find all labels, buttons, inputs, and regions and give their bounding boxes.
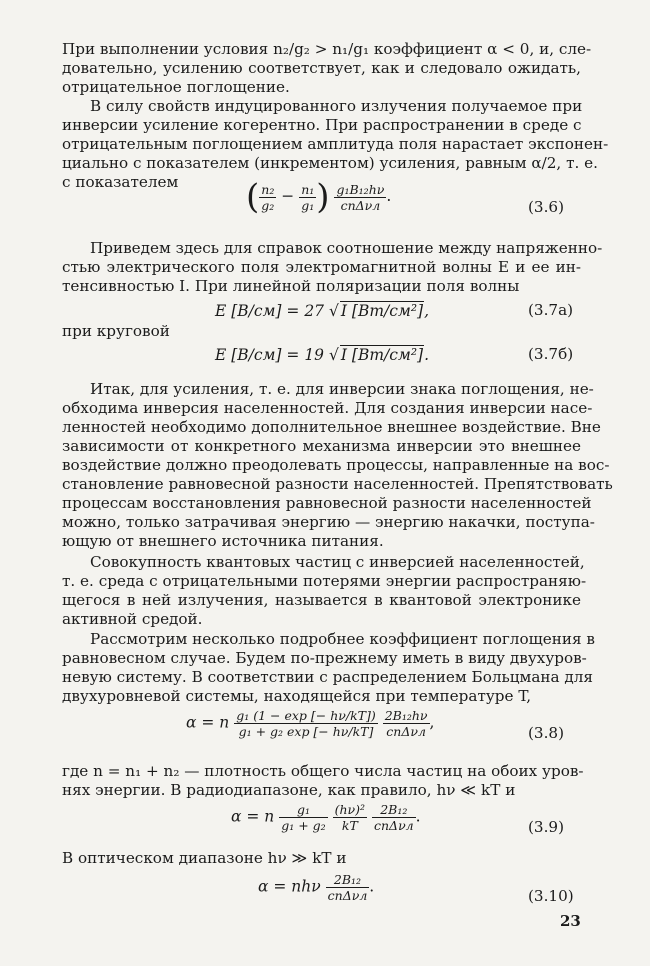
equation-3-7b: E [В/см] = 19 √ I [Вт/см²]. <box>215 346 430 364</box>
text-line: обходима инверсия населенностей. Для создания инверсии насе- <box>62 399 593 417</box>
text-line: стью электрического поля электромагнитной волны E и ее ин- <box>62 258 581 276</box>
equation-3-9: α = n $\frac{\text{g₁}}{\text{g₁ + g₂}}$ $\frac{\text{(hν)²}}{kT}$ $\frac{\text{2B₁₂}}{\text{cnΔνл}}$ . <box>231 802 421 833</box>
text-line: невую систему. В соответствии с распределением Больцмана для <box>62 668 593 686</box>
text-line: Рассмотрим несколько подробнее коэффициент поглощения в <box>90 630 595 648</box>
page-number: 23 <box>560 912 581 930</box>
text-line: процессам восстановления равновесной разности населенностей <box>62 494 592 512</box>
text-line: Совокупность квантовых частиц с инверсией населенностей, <box>90 553 585 571</box>
text-line: ющую от внешнего источника питания. <box>62 532 384 550</box>
equation-number: (3.10) <box>528 887 574 905</box>
text-line: Приведем здесь для справок соотношение между напряженно- <box>90 239 603 257</box>
text-line: довательно, усилению соответствует, как и следовало ожидать, <box>62 59 581 77</box>
text-line: при круговой <box>62 322 170 340</box>
equation-3-8: α = n $\frac{\text{g₁ (1 − exp [− hν/kT])}}{\text{g₁ + g₂ exp [− hν/kT]}}$ $\frac{\text{2B₁₂hν}}{\text{cnΔνл}}$ , <box>186 708 435 739</box>
text-line: отрицательным поглощением амплитуда поля нарастает экспонен- <box>62 135 609 153</box>
equation-number: (3.8) <box>528 724 565 742</box>
text-line: т. е. среда с отрицательными потерями энергии распространяю- <box>62 572 587 590</box>
text-line: отрицательное поглощение. <box>62 78 290 96</box>
text-line: щегося в ней излучения, называется в квантовой электронике <box>62 591 581 609</box>
text-line: воздействие должно преодолевать процессы, направленные на вос- <box>62 456 610 474</box>
text-line: тенсивностью I. При линейной поляризации поля волны <box>62 277 520 295</box>
text-line: ленностей необходимо дополнительное внешнее воздействие. Вне <box>62 418 601 436</box>
text-line: При выполнении условия n₂/g₂ > n₁/g₁ коэффициент α < 0, и, сле- <box>62 40 592 58</box>
text-line: где n = n₁ + n₂ — плотность общего числа частиц на обоих уров- <box>62 762 584 780</box>
equation-number: (3.7б) <box>528 345 574 363</box>
equation-3-7a: E [В/см] = 27 √ I [Вт/см²], <box>215 302 430 320</box>
text-line: можно, только затрачивая энергию — энергию накачки, поступа- <box>62 513 595 531</box>
text-line: инверсии усиление когерентно. При распространении в среде с <box>62 116 582 134</box>
text-line: В оптическом диапазоне hν ≫ kT и <box>62 849 347 867</box>
text-line: Итак, для усиления, т. е. для инверсии знака поглощения, не- <box>90 380 594 398</box>
text-line: зависимости от конкретного механизма инверсии это внешнее <box>62 437 581 455</box>
text-line: В силу свойств индуцированного излучения получаемое при <box>90 97 583 115</box>
text-line: нях энергии. В радиодиапазоне, как правило, hν ≪ kT и <box>62 781 516 799</box>
text-line: циально с показателем (инкрементом) усиления, равным α/2, т. е. <box>62 154 598 172</box>
equation-3-6: ( $\frac{\text{n₂}}{\text{g₂}}$ − $\frac{\text{n₁}}{\text{g₁}}$ ) $\frac{\text{g₁B₁₂hν}}{\text{cnΔνл}}$ . <box>246 177 392 217</box>
equation-number: (3.6) <box>528 198 565 216</box>
text-line: двухуровневой системы, находящейся при температуре T, <box>62 687 532 705</box>
text-line: равновесном случае. Будем по-прежнему иметь в виду двухуров- <box>62 649 587 667</box>
text-line: становление равновесной разности населенностей. Препятствовать <box>62 475 613 493</box>
equation-3-10: α = nhν $\frac{\text{2B₁₂}}{\text{cnΔνл}}$ . <box>258 872 375 903</box>
text-line: с показателем <box>62 173 179 191</box>
equation-number: (3.7а) <box>528 301 574 319</box>
equation-number: (3.9) <box>528 818 565 836</box>
text-line: активной средой. <box>62 610 203 628</box>
